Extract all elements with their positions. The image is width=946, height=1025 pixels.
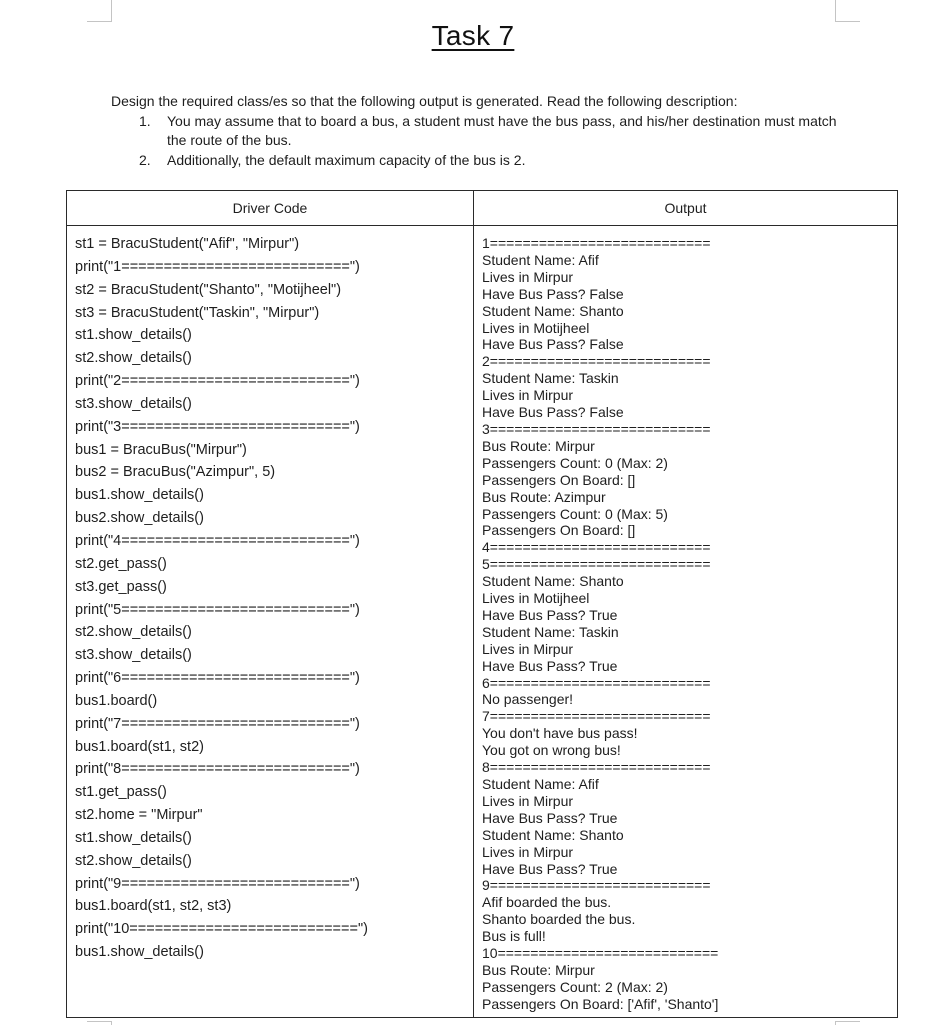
- code-line: bus1.board(st1, st2, st3): [75, 898, 232, 915]
- code-line: st1 = BracuStudent("Afif", "Mirpur"): [75, 236, 300, 252]
- output-line: Have Bus Pass? False: [482, 336, 624, 353]
- output-line: Passengers Count: 2 (Max: 2): [482, 978, 668, 995]
- output-line: Student Name: Taskin: [482, 370, 619, 387]
- output-line: 8===========================: [482, 759, 711, 776]
- output-line: Lives in Motijheel: [482, 319, 590, 336]
- requirements-list: [111, 112, 851, 171]
- code-line: st3.get_pass(): [75, 578, 167, 595]
- output-line: Student Name: Shanto: [482, 302, 624, 319]
- requirement-number: 1.: [139, 112, 151, 129]
- requirement-number: 2.: [139, 151, 151, 168]
- output-line: Lives in Mirpur: [482, 640, 574, 657]
- code-line: bus1 = BracuBus("Mirpur"): [75, 441, 247, 458]
- code-line: print("8==========================="): [75, 761, 360, 778]
- output-line: Lives in Mirpur: [482, 792, 574, 809]
- code-line: st2.get_pass(): [75, 555, 167, 572]
- output-line: Lives in Mirpur: [482, 268, 574, 285]
- output-block: [474, 226, 897, 1013]
- code-output-table: [66, 190, 898, 1018]
- code-line: bus1.show_details(): [75, 487, 204, 504]
- requirement-text: Additionally, the default maximum capacity of the bus is 2.: [167, 151, 526, 168]
- output-line: You don't have bus pass!: [482, 725, 638, 742]
- output-line: 9===========================: [482, 877, 711, 894]
- code-line: print("7==========================="): [75, 715, 360, 732]
- output-line: Bus is full!: [482, 928, 546, 945]
- code-line: bus1.board(): [75, 692, 158, 709]
- output-line: Have Bus Pass? True: [482, 860, 618, 877]
- output-line: Lives in Mirpur: [482, 843, 574, 860]
- page-corner-mark-top-left: [87, 0, 112, 22]
- code-line: print("2==========================="): [75, 373, 360, 390]
- output-line: Passengers Count: 0 (Max: 5): [482, 505, 668, 522]
- code-line: st3 = BracuStudent("Taskin", "Mirpur"): [75, 304, 320, 321]
- output-line: You got on wrong bus!: [482, 742, 621, 759]
- code-line: print("10==========================="): [75, 921, 368, 938]
- requirement-text: You may assume that to board a bus, a student must have the bus pass, and his/her destination must match the route of the bus.: [167, 112, 837, 148]
- output-header: Output: [474, 191, 898, 226]
- output-line: No passenger!: [482, 691, 574, 708]
- code-line: st1.show_details(): [75, 327, 192, 344]
- output-line: Passengers On Board: ['Afif', 'Shanto']: [482, 995, 719, 1012]
- code-line: bus1.show_details(): [75, 944, 204, 961]
- output-line: Student Name: Afif: [482, 776, 599, 792]
- task-description: [111, 92, 851, 170]
- output-line: Bus Route: Mirpur: [482, 437, 595, 454]
- code-line: bus2 = BracuBus("Azimpur", 5): [75, 464, 276, 481]
- output-line: 4===========================: [482, 539, 711, 556]
- page-corner-mark-top-right: [835, 0, 860, 22]
- page-title: Task 7: [431, 20, 515, 51]
- code-line: st1.get_pass(): [75, 784, 167, 801]
- output-line: 5===========================: [482, 556, 711, 573]
- driver-code-block: [67, 226, 473, 964]
- output-line: Bus Route: Mirpur: [482, 961, 595, 978]
- code-line: bus1.board(st1, st2): [75, 738, 204, 755]
- output-line: Have Bus Pass? False: [482, 285, 624, 302]
- code-line: print("5==========================="): [75, 601, 360, 618]
- code-line: st1.show_details(): [75, 829, 192, 846]
- description-intro: Design the required class/es so that the following output is generated. Read the following description:: [111, 93, 738, 109]
- code-line: print("1==========================="): [75, 258, 360, 275]
- output-line: 2===========================: [482, 353, 711, 370]
- output-line: Have Bus Pass? False: [482, 404, 624, 421]
- page-corner-mark-bottom-left: [87, 1021, 112, 1025]
- output-line: Lives in Motijheel: [482, 590, 590, 607]
- output-line: Student Name: Afif: [482, 251, 599, 268]
- output-line: Passengers Count: 0 (Max: 2): [482, 454, 668, 471]
- driver-code-header: Driver Code: [67, 191, 474, 226]
- code-line: st2 = BracuStudent("Shanto", "Motijheel"): [75, 281, 342, 298]
- requirement-item: [111, 112, 851, 151]
- output-cell: [474, 226, 898, 1018]
- output-line: Have Bus Pass? True: [482, 809, 618, 826]
- output-line: 6===========================: [482, 674, 711, 691]
- code-line: print("9==========================="): [75, 875, 360, 892]
- table-header-row: [67, 191, 898, 226]
- output-line: Afif boarded the bus.: [482, 894, 612, 911]
- page-corner-mark-bottom-right: [835, 1021, 860, 1025]
- code-line: st2.show_details(): [75, 852, 192, 869]
- code-line: st2.home = "Mirpur": [75, 807, 203, 824]
- output-line: Have Bus Pass? True: [482, 657, 618, 674]
- code-line: bus2.show_details(): [75, 510, 204, 527]
- code-line: st3.show_details(): [75, 647, 192, 664]
- table-body-row: [67, 226, 898, 1018]
- code-line: st2.show_details(): [75, 350, 192, 367]
- output-line: Passengers On Board: []: [482, 522, 636, 539]
- code-line: print("6==========================="): [75, 670, 360, 687]
- output-line: 7===========================: [482, 708, 711, 725]
- code-line: st3.show_details(): [75, 395, 192, 412]
- driver-code-cell: [67, 226, 474, 1018]
- code-line: print("4==========================="): [75, 532, 360, 549]
- output-line: Bus Route: Azimpur: [482, 488, 606, 505]
- output-line: 10===========================: [482, 945, 719, 962]
- output-line: 1===========================: [482, 235, 711, 251]
- output-line: Have Bus Pass? True: [482, 606, 618, 623]
- requirement-item: [111, 151, 851, 171]
- output-line: Student Name: Shanto: [482, 826, 624, 843]
- code-line: st2.show_details(): [75, 624, 192, 641]
- output-line: Passengers On Board: []: [482, 471, 636, 488]
- output-line: Student Name: Shanto: [482, 573, 624, 590]
- output-line: Student Name: Taskin: [482, 623, 619, 640]
- output-line: Lives in Mirpur: [482, 387, 574, 404]
- code-line: print("3==========================="): [75, 418, 360, 435]
- output-line: 3===========================: [482, 420, 711, 437]
- output-line: Shanto boarded the bus.: [482, 911, 636, 928]
